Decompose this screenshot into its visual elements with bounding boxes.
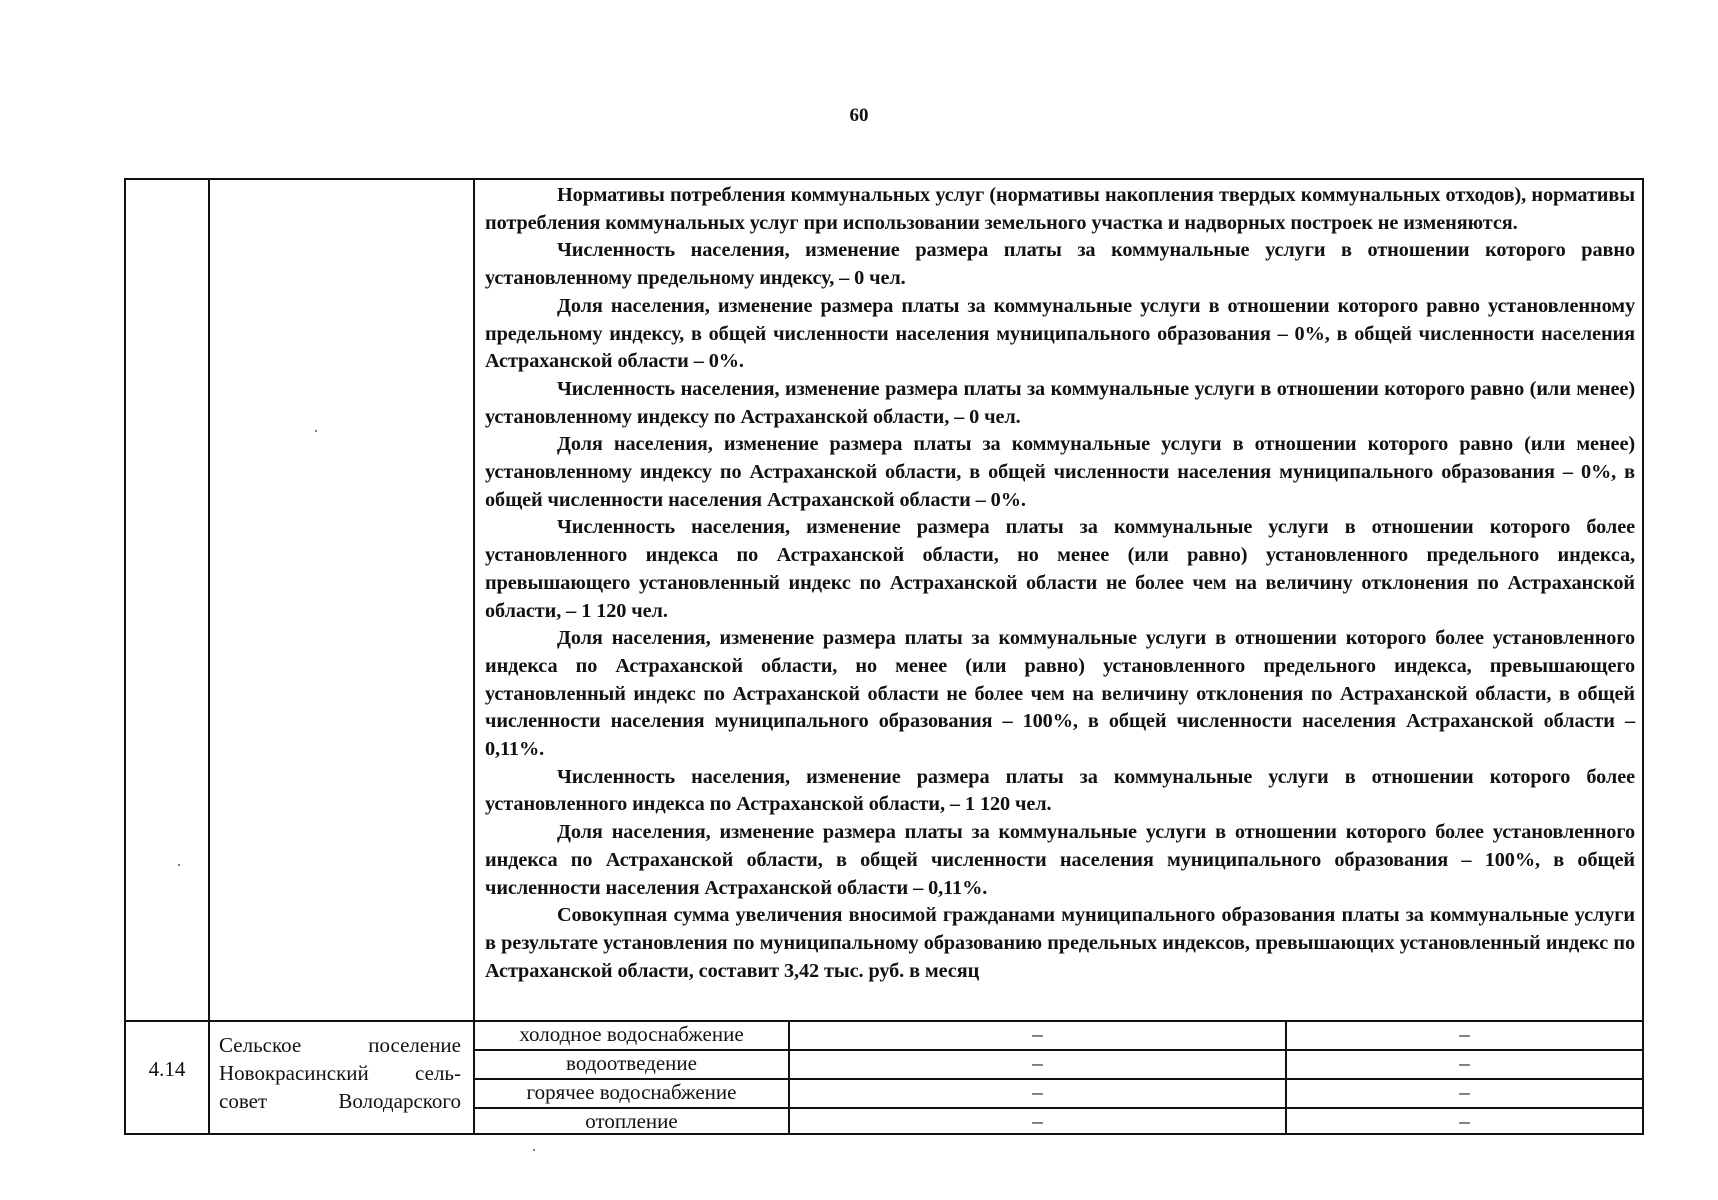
scan-speck bbox=[315, 430, 317, 432]
paragraph: Численность населения, изменение размера платы за коммунальные услуги в отношении которого более установленного индекса по Астраханской области, – 1 120 чел. bbox=[485, 765, 1635, 816]
paragraph: Доля населения, изменение размера платы за коммунальные услуги в отношении которого более установленного индекса по Астраханской области, в общей численности населения муниципального образования – 100%, в общей численности населения Астраханской области – 0,11%. bbox=[485, 821, 1635, 899]
service-value-cell: – bbox=[1459, 1109, 1470, 1133]
paragraph: Численность населения, изменение размера платы за коммунальные услуги в отношении которого более установленного индекса по Астраханской области, но менее (или равно) установленного предельного индекса, превышающего установленный индекс по Астраханской области не более чем на величину отклонения по Астраханской области, – 1 120 чел. bbox=[485, 516, 1635, 622]
service-label-heating: отопление bbox=[585, 1109, 678, 1133]
table-col-divider-1 bbox=[208, 178, 210, 1135]
service-value-cell: – bbox=[1459, 1080, 1470, 1104]
scan-speck bbox=[533, 1149, 535, 1151]
settlement-name bbox=[219, 1031, 461, 1115]
service-value-cell: – bbox=[1032, 1109, 1043, 1133]
service-value-cell: – bbox=[1032, 1080, 1043, 1104]
paragraph: Доля населения, изменение размера платы за коммунальные услуги в отношении которого равно (или менее) установленному индексу по Астраханской области, в общей численности населения муниципального образования – 0%, в общей численности населения Астраханской области – 0%. bbox=[485, 433, 1635, 511]
service-value-cell: – bbox=[1459, 1051, 1470, 1075]
paragraph: Доля населения, изменение размера платы за коммунальные услуги в отношении которого более установленного индекса по Астраханской области, но менее (или равно) установленного предельного индекса, превышающего установленный индекс по Астраханской области не более чем на величину отклонения по Астраханской области, в общей численности населения муниципального образования – 100%, в общей численности населения Астраханской области – 0,11%. bbox=[485, 627, 1635, 761]
paragraph: Численность населения, изменение размера платы за коммунальные услуги в отношении которого равно установленному предельному индексу, – 0 чел. bbox=[485, 239, 1635, 290]
paragraph: Совокупная сумма увеличения вносимой гражданами муниципального образования платы за коммунальные услуги в результате установления по муниципальному образованию предельных индексов, превышающих установленный индекс по Астраханской области, составит 3,42 тыс. руб. в месяц bbox=[485, 904, 1635, 982]
table-col-divider-2 bbox=[473, 178, 475, 1135]
scan-speck bbox=[178, 864, 180, 866]
settlement-name-line: совет Володарского bbox=[219, 1089, 461, 1113]
settlement-name-line: Сельское поселение bbox=[219, 1033, 461, 1057]
service-value-cell: – bbox=[1459, 1022, 1470, 1046]
service-value-cell: – bbox=[1032, 1051, 1043, 1075]
service-value-cell: – bbox=[1032, 1022, 1043, 1046]
settlement-name-line: Новокрасинский сель- bbox=[219, 1061, 461, 1085]
paragraph: Доля населения, изменение размера платы за коммунальные услуги в отношении которого равно установленному предельному индексу, в общей численности населения муниципального образования – 0%, в общей численности населения Астраханской области – 0%. bbox=[485, 294, 1635, 373]
service-label-hot-water: горячее водоснабжение bbox=[526, 1080, 737, 1104]
paragraph: Нормативы потребления коммунальных услуг (нормативы накопления твердых коммунальных отходов), нормативы потребления коммунальных услуг при использовании земельного участка и надворных построек не изменяются. bbox=[485, 184, 1635, 234]
description-cell bbox=[485, 182, 1635, 985]
service-label-sewerage: водоотведение bbox=[566, 1051, 697, 1075]
page-number: 60 bbox=[849, 105, 869, 126]
paragraph: Численность населения, изменение размера платы за коммунальные услуги в отношении которого равно (или менее) установленному индексу по Астраханской области, – 0 чел. bbox=[485, 377, 1635, 428]
row-number: 4.14 bbox=[148, 1057, 186, 1081]
service-label-cold-water: холодное водоснабжение bbox=[519, 1022, 744, 1046]
